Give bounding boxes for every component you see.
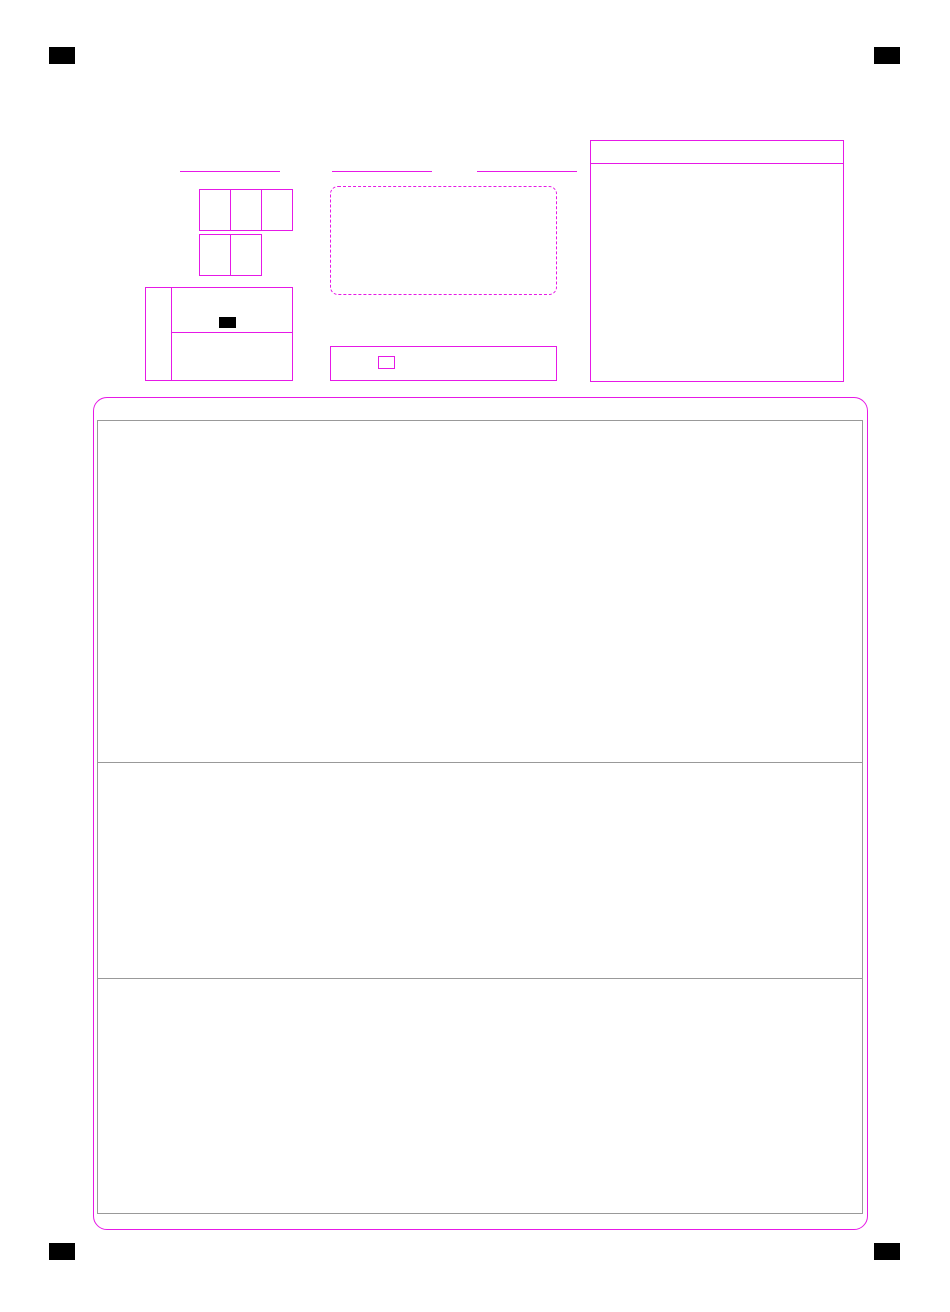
choice-section-box (97, 420, 863, 763)
barcode-area (330, 186, 557, 295)
name-field[interactable] (477, 171, 577, 172)
admission-panel (590, 140, 844, 382)
language-section-box (97, 762, 863, 979)
corner-mark-bottom-right (874, 1243, 900, 1260)
corner-mark-top-right (874, 47, 900, 64)
corner-mark-bottom-left (49, 1243, 75, 1260)
corner-mark-top-left (49, 47, 75, 64)
school-field[interactable] (180, 171, 280, 172)
class-field[interactable] (332, 171, 432, 172)
absent-panel (330, 346, 557, 381)
fill-example-panel (145, 287, 293, 381)
absent-checkbox[interactable] (378, 356, 395, 369)
correct-fill-sample (219, 317, 236, 328)
no-answer-zone (97, 978, 863, 1214)
